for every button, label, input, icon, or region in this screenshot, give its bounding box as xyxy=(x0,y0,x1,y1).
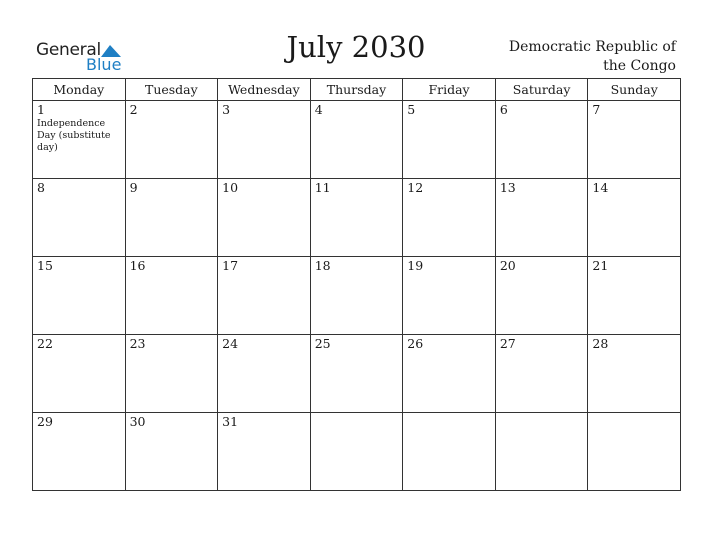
day-number: 11 xyxy=(314,180,331,195)
day-cell xyxy=(33,101,126,179)
day-cell xyxy=(218,257,311,335)
day-number: 26 xyxy=(407,336,424,351)
day-cell xyxy=(403,101,496,179)
calendar-title: July 2030 xyxy=(286,30,426,64)
weekday-header: Friday xyxy=(403,79,496,101)
day-number: 25 xyxy=(314,336,331,351)
day-cell xyxy=(403,179,496,257)
day-number: 12 xyxy=(407,180,424,195)
day-cell xyxy=(125,413,218,491)
day-cell xyxy=(588,335,681,413)
week-row xyxy=(33,257,681,335)
day-cell xyxy=(310,257,403,335)
day-number: 4 xyxy=(314,102,323,117)
weekday-header: Saturday xyxy=(495,79,588,101)
weekday-header: Thursday xyxy=(310,79,403,101)
weekday-header: Wednesday xyxy=(218,79,311,101)
weekday-header: Tuesday xyxy=(125,79,218,101)
day-cell xyxy=(33,257,126,335)
day-cell xyxy=(403,413,496,491)
day-cell xyxy=(310,101,403,179)
day-number: 20 xyxy=(499,258,516,273)
day-cell xyxy=(588,179,681,257)
day-number: 18 xyxy=(314,258,331,273)
day-cell xyxy=(218,101,311,179)
day-number: 1 xyxy=(37,102,45,117)
day-number: 24 xyxy=(222,336,239,351)
day-cell xyxy=(125,257,218,335)
day-number: 27 xyxy=(499,336,516,351)
day-cell xyxy=(33,413,126,491)
day-cell xyxy=(588,413,681,491)
day-number: 30 xyxy=(129,414,146,429)
week-row xyxy=(33,101,681,179)
day-number: 31 xyxy=(222,414,239,429)
day-cell xyxy=(33,335,126,413)
day-cell xyxy=(218,335,311,413)
day-number: 7 xyxy=(592,102,601,117)
day-number: 21 xyxy=(592,258,609,273)
day-cell xyxy=(495,179,588,257)
day-cell xyxy=(495,101,588,179)
day-cell xyxy=(403,257,496,335)
day-cell xyxy=(588,101,681,179)
day-number: 28 xyxy=(592,336,609,351)
country-name-line-1: Democratic Republic of xyxy=(508,39,676,55)
day-number: 3 xyxy=(222,102,231,117)
logo-text-general: General xyxy=(36,40,101,60)
day-number: 2 xyxy=(129,102,138,117)
day-cell xyxy=(495,335,588,413)
day-number: 9 xyxy=(129,180,138,195)
day-cell xyxy=(218,413,311,491)
day-cell xyxy=(218,179,311,257)
day-number: 23 xyxy=(129,336,146,351)
calendar-grid xyxy=(32,78,681,491)
day-cell xyxy=(495,413,588,491)
day-cell xyxy=(403,335,496,413)
weekday-header: Sunday xyxy=(588,79,681,101)
day-number: 10 xyxy=(222,180,239,195)
weekday-header: Monday xyxy=(33,79,126,101)
weekday-header-row xyxy=(33,79,681,101)
day-cell xyxy=(495,257,588,335)
day-number: 8 xyxy=(37,180,45,195)
week-row xyxy=(33,179,681,257)
day-cell xyxy=(310,335,403,413)
country-name xyxy=(509,38,676,76)
day-number: 22 xyxy=(37,336,53,351)
day-cell xyxy=(310,179,403,257)
day-cell xyxy=(125,101,218,179)
day-cell xyxy=(33,179,126,257)
logo-text-blue: Blue xyxy=(86,55,122,74)
day-number: 6 xyxy=(499,102,508,117)
day-number: 16 xyxy=(129,258,146,273)
day-number: 17 xyxy=(222,258,239,273)
day-number: 5 xyxy=(407,102,416,117)
country-name-line-2: the Congo xyxy=(603,58,676,74)
day-cell xyxy=(125,335,218,413)
day-number: 15 xyxy=(37,258,53,273)
day-cell xyxy=(310,413,403,491)
day-number: 14 xyxy=(592,180,609,195)
day-number: 29 xyxy=(37,414,53,429)
day-cell xyxy=(125,179,218,257)
week-row xyxy=(33,413,681,491)
day-cell xyxy=(588,257,681,335)
day-number: 19 xyxy=(407,258,424,273)
holiday-label: Independence Day (substitute day) xyxy=(37,118,111,153)
week-row xyxy=(33,335,681,413)
day-number: 13 xyxy=(499,180,516,195)
